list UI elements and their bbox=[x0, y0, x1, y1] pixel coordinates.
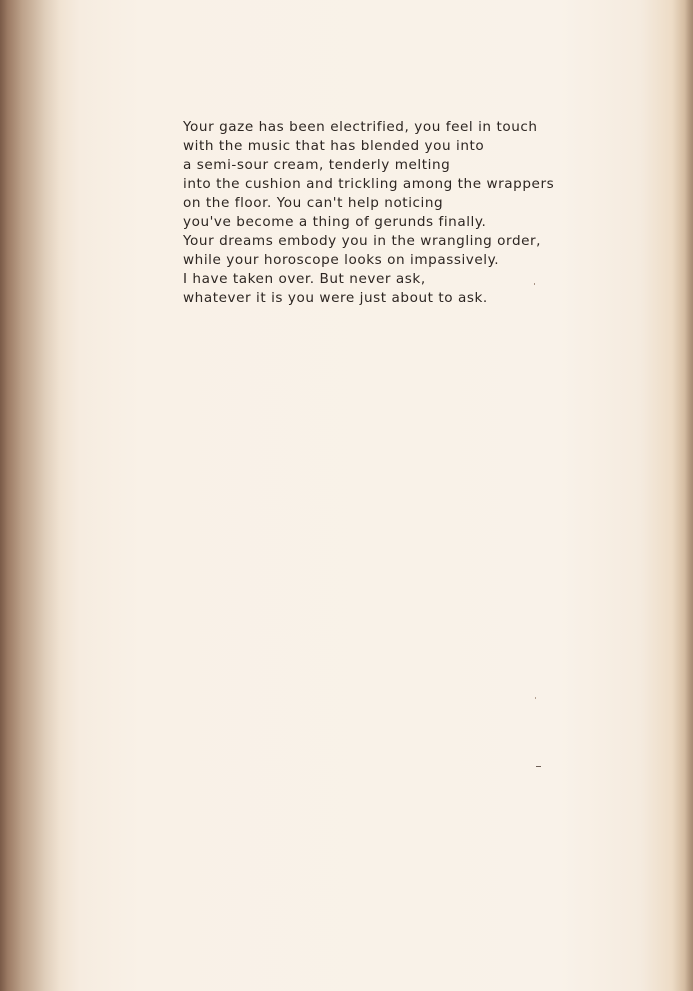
paper-speck bbox=[535, 697, 536, 699]
poem-line: Your gaze has been electrified, you feel in touch bbox=[183, 119, 538, 135]
paper-speck bbox=[534, 283, 535, 285]
poem-line: you've become a thing of gerunds finally. bbox=[183, 214, 487, 230]
poem-line: with the music that has blended you into bbox=[183, 138, 485, 154]
poem-line: into the cushion and trickling among the wrappers bbox=[183, 176, 555, 192]
paper-speck bbox=[536, 766, 541, 767]
page-edge bbox=[685, 0, 693, 991]
poem-line: a semi-sour cream, tenderly melting bbox=[183, 157, 451, 173]
poem-line: whatever it is you were just about to ask. bbox=[183, 290, 488, 306]
poem-line: while your horoscope looks on impassively. bbox=[183, 252, 500, 268]
poem-line: on the floor. You can't help noticing bbox=[183, 195, 444, 211]
poem-text bbox=[183, 118, 563, 308]
poem-line: I have taken over. But never ask, bbox=[183, 271, 426, 287]
page-gutter-shadow bbox=[0, 0, 60, 991]
poem-line: Your dreams embody you in the wrangling order, bbox=[183, 233, 542, 249]
